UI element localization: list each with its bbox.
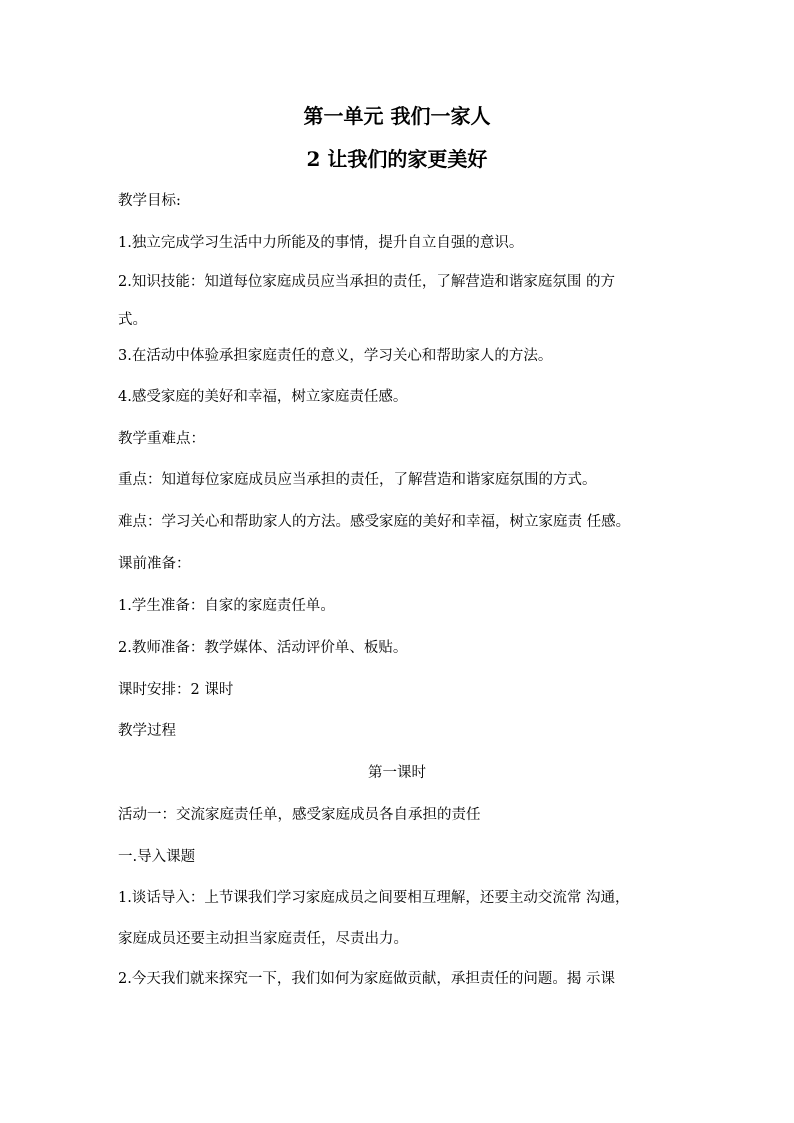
period-title: 第一课时	[368, 765, 426, 781]
schedule: 课时安排：2 课时	[118, 682, 234, 698]
key-point: 重点：知道每位家庭成员应当承担的责任，了解营造和谐家庭氛围的方式。	[118, 472, 597, 488]
intro-line-1: 1.谈话导入：上节课我们学习家庭成员之间要相互理解，还要主动交流常 沟通，	[118, 890, 630, 906]
process-heading: 教学过程	[118, 723, 176, 739]
objective-2-continued: 式。	[118, 312, 147, 328]
preparation-student: 1.学生准备：自家的家庭责任单。	[118, 598, 335, 614]
objective-3: 3.在活动中体验承担家庭责任的意义，学习关心和帮助家人的方法。	[118, 348, 553, 364]
preparation-heading: 课前准备：	[118, 556, 191, 572]
intro-line-2: 家庭成员还要主动担当家庭责任，尽责出力。	[118, 931, 408, 947]
activity-title: 活动一：交流家庭责任单，感受家庭成员各自承担的责任	[118, 807, 481, 823]
objectives-heading: 教学目标:	[118, 193, 181, 209]
lesson-title: 2 让我们的家更美好	[306, 147, 488, 171]
objective-4: 4.感受家庭的美好和幸福，树立家庭责任感。	[118, 389, 408, 405]
intro-line-3: 2.今天我们就来探究一下，我们如何为家庭做贡献，承担责任的问题。揭 示课	[118, 971, 615, 987]
unit-title: 第一单元 我们一家人	[303, 104, 491, 128]
key-points-heading: 教学重难点：	[118, 431, 205, 447]
preparation-teacher: 2.教师准备：教学媒体、活动评价单、板贴。	[118, 640, 408, 656]
objective-2: 2.知识技能：知道每位家庭成员应当承担的责任，了解营造和谐家庭氛围 的方	[118, 274, 615, 290]
difficult-point: 难点：学习关心和帮助家人的方法。感受家庭的美好和幸福，树立家庭责 任感。	[118, 514, 631, 530]
objective-1: 1.独立完成学习生活中力所能及的事情，提升自立自强的意识。	[118, 235, 524, 251]
section-title: 一.导入课题	[118, 849, 196, 865]
